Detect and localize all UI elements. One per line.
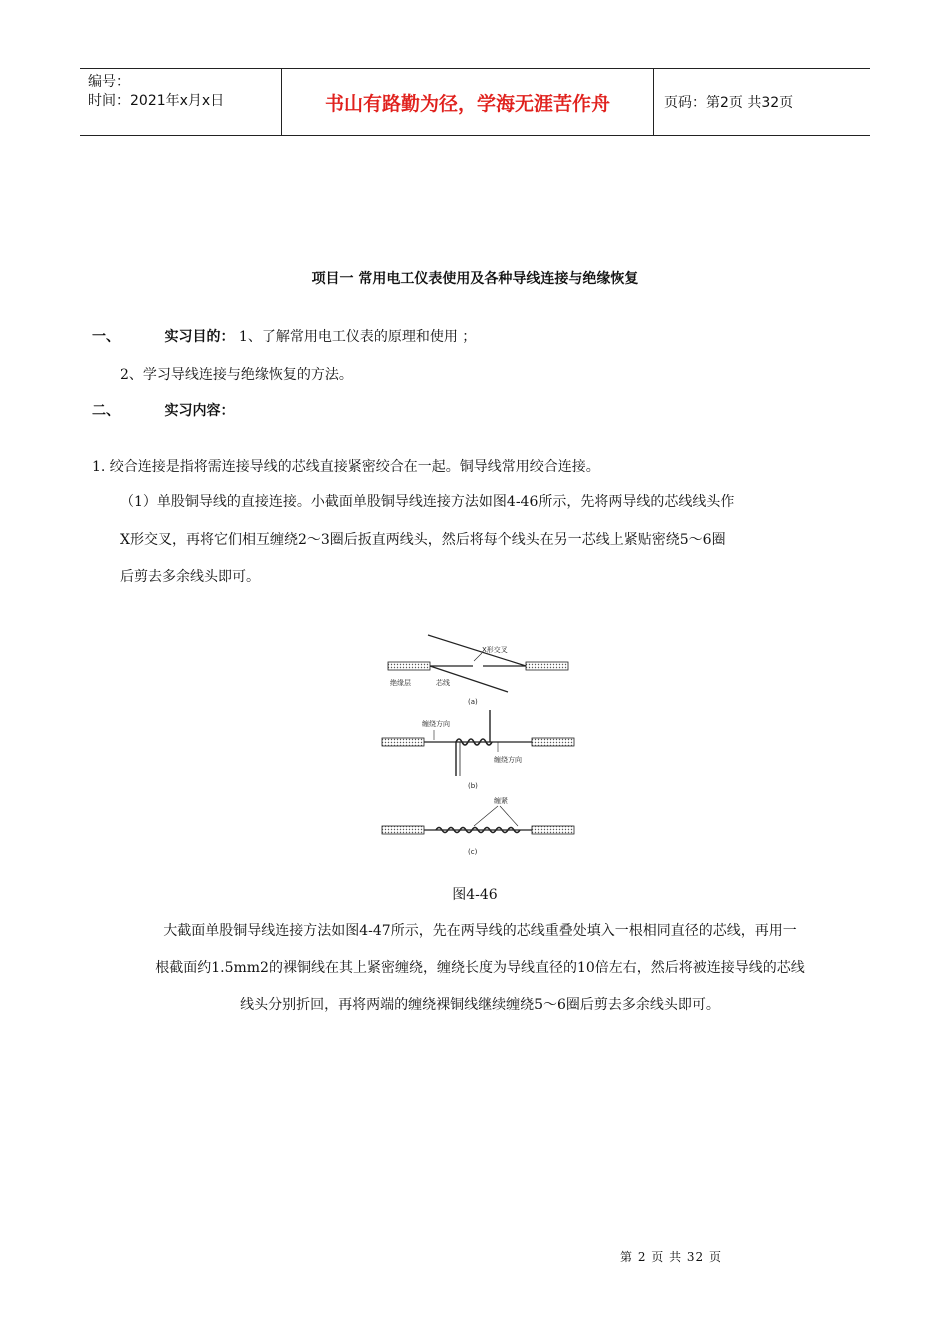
insulation-right-b [532,738,574,746]
content-p1: 1. 绞合连接是指将需连接导线的芯线直接紧密绞合在一起。铜导线常用绞合连接。 [92,459,600,475]
paragraph2-line1: 大截面单股铜导线连接方法如图4-47所示，先在两导线的芯线重叠处填入一根相同直径的芯线，再用一 [163,923,797,939]
twist-coil-c [436,828,520,833]
header-page-info: 页码：第2页 共32页 [664,95,794,111]
section2-heading: 实习内容： [164,403,235,419]
section1-item2: 2、学习导线连接与绝缘恢复的方法。 [120,367,353,383]
section1-number: 一、 [92,329,120,345]
time-label: 时间：2021年x月x日 [88,93,225,109]
label-c: (c) [468,848,478,856]
document-title: 项目一 常用电工仪表使用及各种导线连接与绝缘恢复 [311,271,639,287]
page-footer: 第 2 页 共 32 页 [620,1250,722,1264]
insulation-right-c [532,826,574,834]
code-label: 编号： [88,74,130,90]
label-tighten: 缠紧 [494,797,508,805]
section2-line [92,400,234,420]
label-b: (b) [468,782,478,790]
label-insulation: 绝缘层 [390,679,411,687]
page-header [80,68,870,136]
insulation-left-c [382,826,424,834]
figure-caption: 图4-46 [452,887,498,903]
header-motto: 书山有路勤为径，学海无涯苦作舟 [282,69,654,135]
insulation-left-b [382,738,424,746]
content-p2-line2: X形交叉，再将它们相互缠绕2～3圈后扳直两线头，然后将每个线头在另一芯线上紧贴密绕5～6圈 [120,532,726,548]
paragraph2-line3: 线头分别折回，再将两端的缠绕裸铜线继续缠绕5～6圈后剪去多余线头即可。 [240,997,720,1013]
label-wind-dir-2: 缠绕方向 [494,756,522,764]
label-core: 芯线 [436,679,450,687]
label-wind-dir-1: 缠绕方向 [422,720,450,728]
paragraph2 [94,913,866,1024]
content-p2-line1: （1）单股铜导线的直接连接。小截面单股铜导线连接方法如图4-46所示，先将两导线的芯线线头作 [120,494,735,510]
twist-coil-b [456,739,492,745]
content-p2-line3: 后剪去多余线头即可。 [120,569,260,585]
paragraph2-line2: 根截面约1.5mm2的裸铜线在其上紧密缠绕，缠绕长度为导线直径的10倍左右，然后将被连接导线的芯线 [155,960,805,976]
section1-item1: 1、了解常用电工仪表的原理和使用 ； [238,329,477,345]
header-meta [80,69,282,135]
insulation-left-a [388,662,430,670]
wire-diagram [378,630,578,860]
insulation-right-a [526,662,568,670]
section1-heading: 实习目的： [164,329,235,345]
label-x-cross: X形交叉 [482,646,508,654]
section2-number: 二、 [92,403,120,419]
label-a: (a) [468,698,478,706]
section1-line [92,326,476,346]
wire-connection-figure [378,630,578,860]
